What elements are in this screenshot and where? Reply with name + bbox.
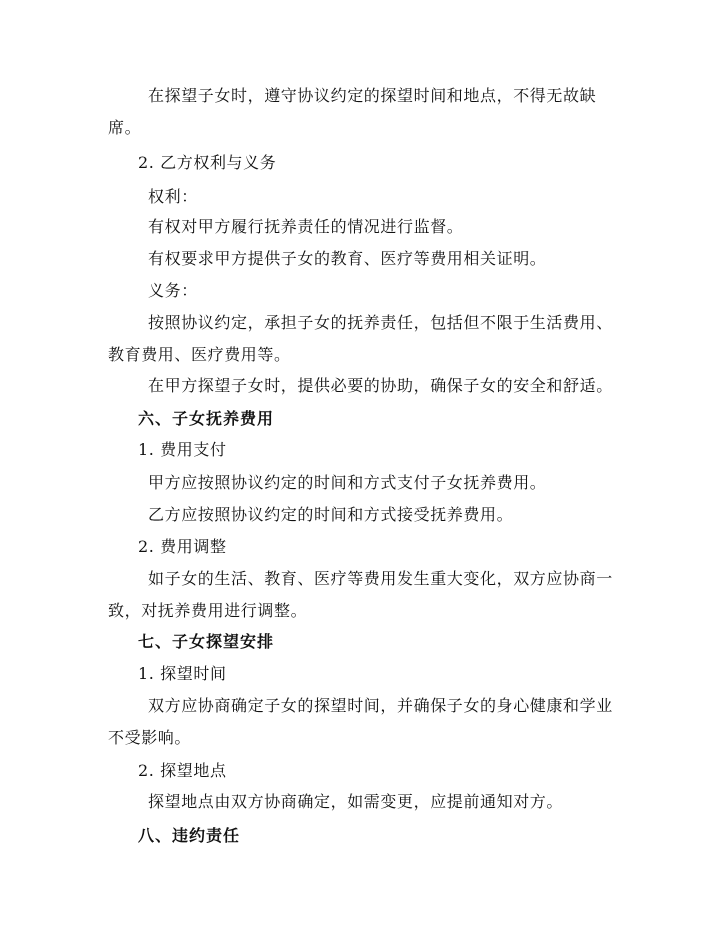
paragraph-line: 如子女的生活、教育、医疗等费用发生重大变化，双方应协商一	[148, 569, 613, 588]
section-item-heading: 1. 探望时间	[138, 664, 227, 683]
section-heading: 八、违约责任	[138, 826, 241, 845]
paragraph-line: 权利：	[148, 187, 198, 206]
paragraph-line: 有权要求甲方提供子女的教育、医疗等费用相关证明。	[148, 249, 547, 268]
section-item-heading: 2. 探望地点	[138, 761, 227, 780]
section-item-heading: 1. 费用支付	[138, 440, 227, 459]
paragraph-line: 双方应协商确定子女的探望时间，并确保子女的身心健康和学业	[148, 696, 613, 715]
paragraph-line: 不受影响。	[108, 728, 192, 747]
section-heading: 七、子女探望安排	[138, 632, 275, 651]
section-item-heading: 2. 费用调整	[138, 537, 227, 556]
paragraph-line: 在甲方探望子女时，提供必要的协助，确保子女的安全和舒适。	[148, 376, 613, 395]
paragraph-line: 乙方应按照协议约定的时间和方式接受抚养费用。	[148, 505, 514, 524]
paragraph-line: 义务：	[148, 281, 198, 300]
paragraph-line: 甲方应按照协议约定的时间和方式支付子女抚养费用。	[148, 473, 547, 492]
section-item-heading: 2. 乙方权利与义务	[138, 153, 277, 172]
paragraph-line: 教育费用、医疗费用等。	[108, 345, 291, 364]
section-heading: 六、子女抚养费用	[138, 409, 275, 428]
paragraph-line: 探望地点由双方协商确定，如需变更，应提前通知对方。	[148, 792, 564, 811]
paragraph-line: 席。	[108, 118, 142, 137]
paragraph-line: 致，对抚养费用进行调整。	[108, 601, 308, 620]
paragraph-line: 有权对甲方履行抚养责任的情况进行监督。	[148, 217, 464, 236]
paragraph-line: 在探望子女时，遵守协议约定的探望时间和地点，不得无故缺	[148, 86, 597, 105]
paragraph-line: 按照协议约定，承担子女的抚养责任，包括但不限于生活费用、	[148, 313, 613, 332]
